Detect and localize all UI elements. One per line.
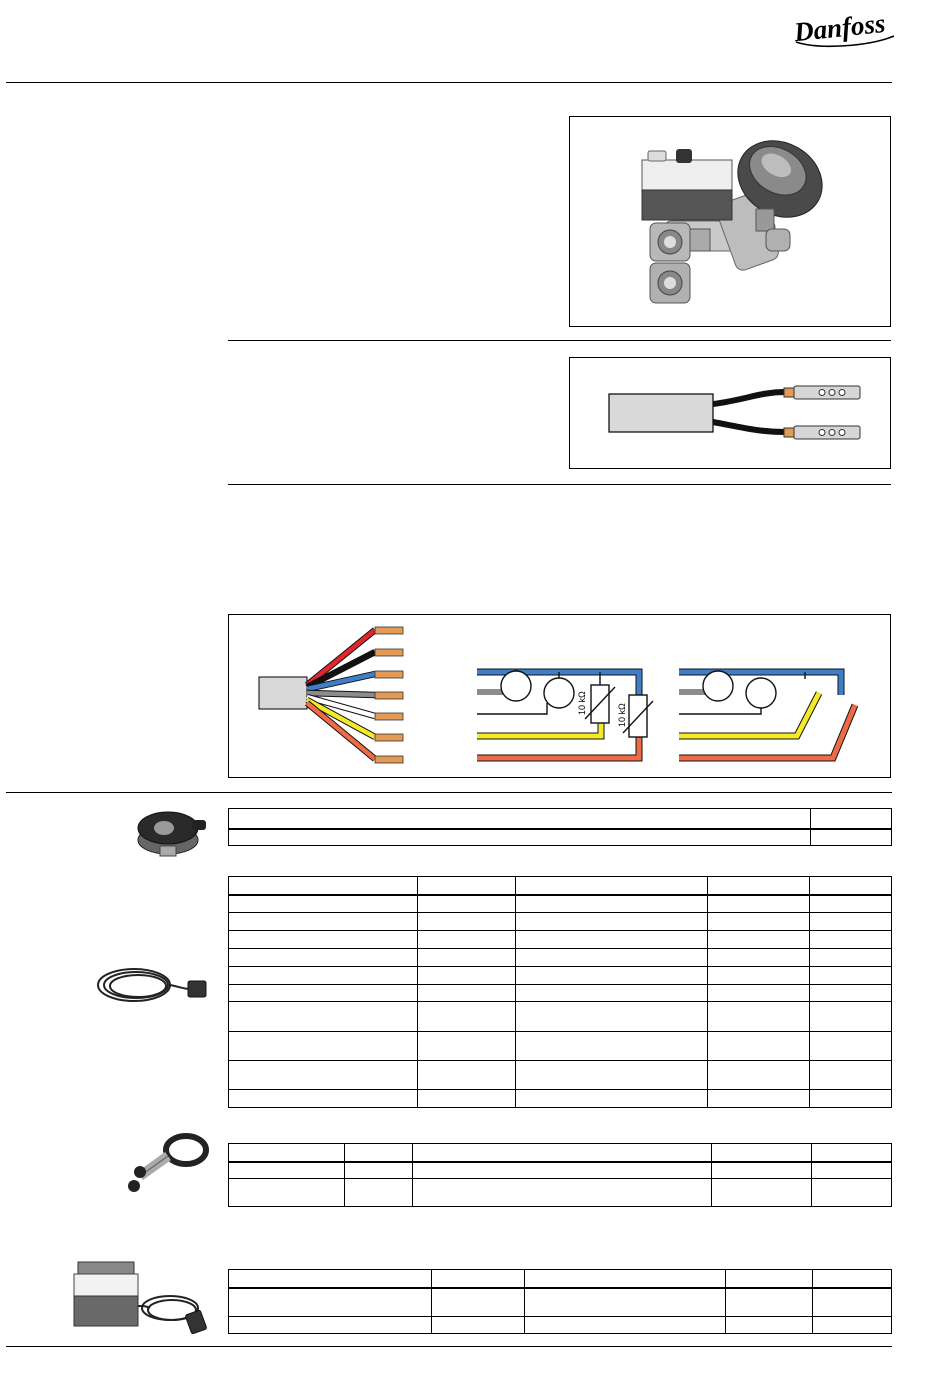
module-figure [569,357,891,469]
table-4 [228,1269,892,1334]
logo-wordmark: Danfoss [792,7,887,48]
table-row [229,913,892,931]
table-row [229,1061,892,1090]
table-row [229,1317,892,1334]
table-row [229,1002,892,1032]
section-rule-1 [228,340,891,341]
clamp-image [118,1128,210,1198]
table-3 [228,1143,892,1207]
table-1 [228,808,892,846]
table-row [229,949,892,967]
cable-image [94,955,212,1011]
table-row [229,829,892,846]
wiring-diagram-figure [228,614,891,778]
table-row [229,967,892,985]
table-row [229,1179,892,1207]
valve-actuator-icon [570,117,890,326]
resistor-label-1: 10 kΩ [577,691,587,715]
actuator-image [70,1256,210,1336]
table-row [229,1144,892,1162]
actuator-icon [70,1256,210,1336]
adapter-image [130,804,210,862]
table-row [229,1288,892,1317]
wiring-diagram-icon [229,615,890,777]
table-2 [228,876,892,1108]
table-row [229,931,892,949]
cable-icon [94,955,212,1011]
header-rule [6,82,892,83]
table-row [229,877,892,895]
table-row [229,1032,892,1061]
brand-logo [790,6,900,50]
table-row [229,1090,892,1108]
section-rule-2 [228,484,891,485]
adapter-icon [130,804,210,862]
resistor-label-2: 10 kΩ [617,703,627,727]
module-cable-icon [570,358,890,468]
section-rule-3 [6,792,892,793]
footer-rule [6,1346,892,1347]
valve-actuator-figure [569,116,891,327]
table-row [229,1162,892,1179]
table-row [229,895,892,913]
clamp-icon [118,1128,210,1198]
table-row [229,1270,892,1288]
table-row [229,809,892,829]
table-row [229,985,892,1002]
